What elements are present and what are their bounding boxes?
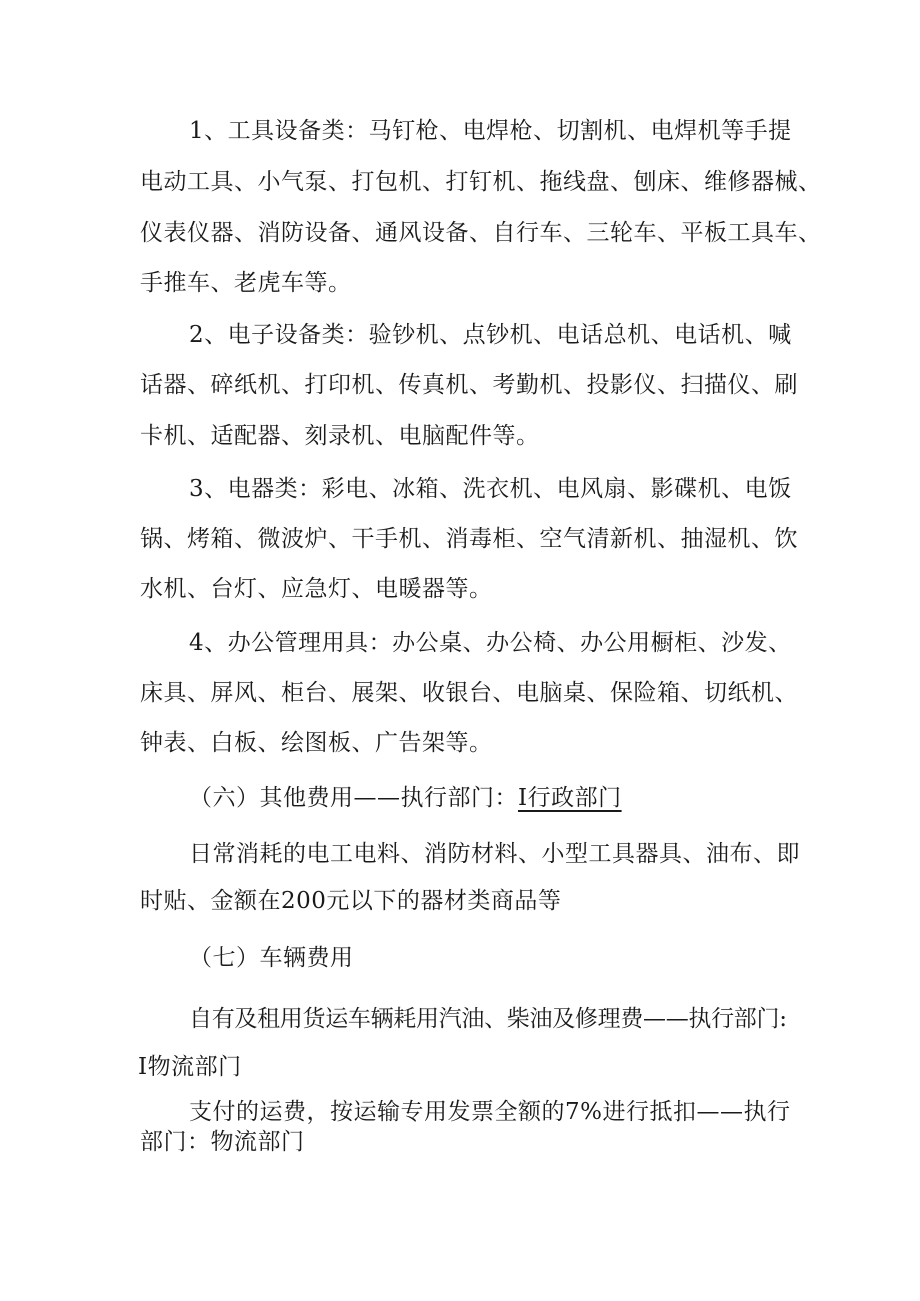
freight-line-1: 支付的运费，按运输专用发票全额的7%进行抵扣——执行 xyxy=(189,1099,791,1125)
vehicle-fuel-line-2: I物流部门 xyxy=(138,1054,242,1080)
freight-line-2: 部门：物流部门 xyxy=(140,1129,305,1155)
other-heading-prefix: （六）其他费用——执行部门： xyxy=(189,785,518,811)
tools-line-4: 手推车、老虎车等。 xyxy=(140,270,352,296)
office-line-1: 4、办公管理用具：办公桌、办公椅、办公用橱柜、沙发、 xyxy=(189,630,792,656)
other-body-line-1: 日常消耗的电工电料、消防材料、小型工具器具、油布、即 xyxy=(189,841,800,867)
office-line-2: 床具、屏风、柜台、展架、收银台、电脑桌、保险箱、切纸机、 xyxy=(140,680,798,706)
tools-line-3: 仪表仪器、消防设备、通风设备、自行车、三轮车、平板工具车、 xyxy=(140,220,822,246)
electronics-line-3: 卡机、适配器、刻录机、电脑配件等。 xyxy=(140,423,540,449)
office-line-3: 钟表、白板、绘图板、广告架等。 xyxy=(140,730,493,756)
vehicle-expenses-heading: （七）车辆费用 xyxy=(189,945,354,971)
tools-line-1: 1、工具设备类：马钉枪、电焊枪、切割机、电焊机等手提 xyxy=(189,118,792,144)
appliances-line-2: 锅、烤箱、微波炉、干手机、消毒柜、空气清新机、抽湿机、饮 xyxy=(140,526,798,552)
other-body-line-2: 时贴、金额在200元以下的器材类商品等 xyxy=(140,888,562,914)
vehicle-fuel-line-1: 自有及租用货运车辆耗用汽油、柴油及修理费——执行部门: xyxy=(189,1006,787,1032)
electronics-line-1: 2、电子设备类：验钞机、点钞机、电话总机、电话机、喊 xyxy=(189,322,792,348)
electronics-line-2: 话器、碎纸机、打印机、传真机、考勤机、投影仪、扫描仪、刷 xyxy=(140,372,798,398)
appliances-line-1: 3、电器类：彩电、冰箱、洗衣机、电风扇、影碟机、电饭 xyxy=(189,476,792,502)
tools-line-2: 电动工具、小气泵、打包机、打钉机、拖线盘、刨床、维修器械、 xyxy=(140,169,822,195)
other-expenses-heading xyxy=(189,783,622,813)
other-heading-department: I行政部门 xyxy=(518,785,622,811)
appliances-line-3: 水机、台灯、应急灯、电暖器等。 xyxy=(140,576,493,602)
